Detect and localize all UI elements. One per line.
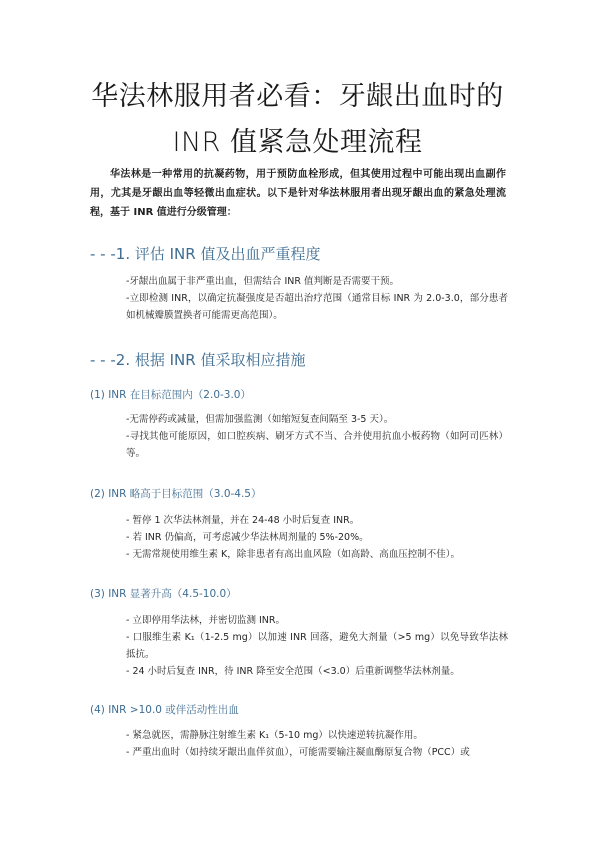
subsection-2-body [126, 512, 508, 563]
subsection-3-body [126, 612, 508, 680]
subsection-1-body [126, 411, 508, 462]
document-title-line-1: 华法林服用者必看：牙龈出血时的 [91, 81, 504, 112]
subsection-2-heading: (2) INR 略高于目标范围（3.0-4.5） [90, 488, 262, 500]
list-item: - 严重出血时（如持续牙龈出血伴贫血），可能需要输注凝血酶原复合物（PCC）或 [126, 747, 470, 758]
section-1-body [126, 273, 508, 324]
document-title-line-2: INR 值紧急处理流程 [172, 127, 423, 158]
list-item: - 紧急就医，需静脉注射维生素 K₁（5-10 mg）以快速逆转抗凝作用。 [126, 730, 423, 741]
subsection-4-body [126, 727, 508, 761]
subsection-3-heading: (3) INR 显著升高（4.5-10.0） [90, 588, 237, 600]
subsection-1-heading: (1) INR 在目标范围内（2.0-3.0） [90, 389, 251, 401]
list-item: -牙龈出血属于非严重出血，但需结合 INR 值判断是否需要干预。 [126, 276, 399, 287]
list-item: -立即检测 INR，以确定抗凝强度是否超出治疗范围（通常目标 INR 为 2.0-3.0，部分患者如机械瓣膜置换者可能需更高范围）。 [126, 293, 508, 321]
list-item: -寻找其他可能原因，如口腔疾病、刷牙方式不当、合并使用抗血小板药物（如阿司匹林）等。 [126, 431, 508, 459]
intro-paragraph: 华法林是一种常用的抗凝药物，用于预防血栓形成，但其使用过程中可能出现出血副作用，尤其是牙龈出血等轻微出血症状。以下是针对华法林服用者出现牙龈出血的紧急处理流程，基于 INR 值进行分级管理： [90, 169, 506, 218]
list-item: - 24 小时后复查 INR，待 INR 降至安全范围（<3.0）后重新调整华法林剂量。 [126, 666, 460, 677]
section-2-heading: - - -2. 根据 INR 值采取相应措施 [90, 351, 306, 369]
list-item: -无需停药或减量，但需加强监测（如缩短复查间隔至 3-5 天）。 [126, 414, 394, 425]
list-item: - 口服维生素 K₁（1-2.5 mg）以加速 INR 回落，避免大剂量（>5 mg）以免导致华法林抵抗。 [126, 632, 508, 660]
subsection-4-heading: (4) INR >10.0 或伴活动性出血 [90, 704, 239, 716]
list-item: - 若 INR 仍偏高，可考虑减少华法林周剂量的 5%-20%。 [126, 532, 369, 543]
section-1-heading: - - -1. 评估 INR 值及出血严重程度 [90, 245, 321, 263]
list-item: - 立即停用华法林，并密切监测 INR。 [126, 615, 285, 626]
list-item: - 无需常规使用维生素 K，除非患者有高出血风险（如高龄、高血压控制不佳）。 [126, 549, 460, 560]
list-item: - 暂停 1 次华法林剂量，并在 24-48 小时后复查 INR。 [126, 515, 360, 526]
